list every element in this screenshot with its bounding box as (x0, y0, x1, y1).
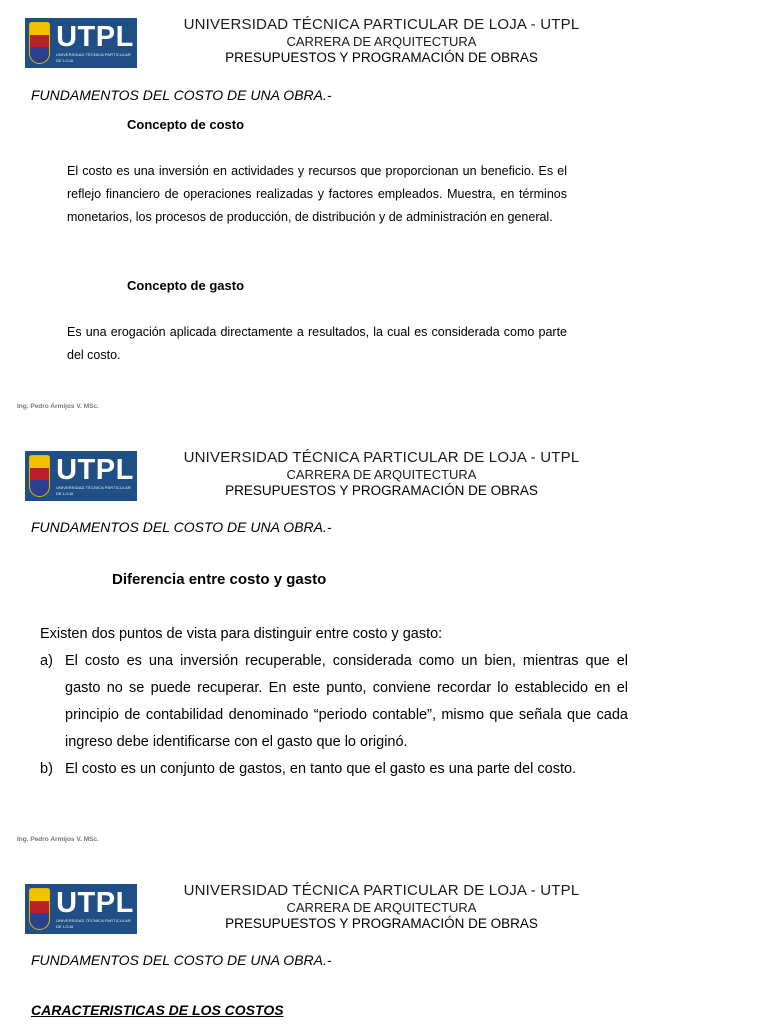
logo-subtext: UNIVERSIDAD TÉCNICA PARTICULAR DE LOJA (56, 485, 131, 496)
university-name: UNIVERSIDAD TÉCNICA PARTICULAR DE LOJA - UTPL (183, 16, 580, 33)
university-name: UNIVERSIDAD TÉCNICA PARTICULAR DE LOJA - UTPL (183, 449, 580, 466)
logo-wordmark: UTPL (56, 454, 134, 486)
difference-intro: Existen dos puntos de vista para distinguir entre costo y gasto: (40, 626, 443, 642)
logo-wordmark: UTPL (56, 887, 134, 919)
page-header (160, 882, 603, 933)
course-name: PRESUPUESTOS Y PROGRAMACIÓN DE OBRAS (225, 916, 538, 931)
list-item-text: El costo es una inversión recuperable, considerada como un bien, mientras que el gasto no se puede recuperar. En este punto, conviene recordar lo establecido en el principio de contabilidad denominado “periodo contable”, mismo que señala que cada ingreso debe identificarse con el gasto que lo originó. (65, 653, 628, 750)
logo-subtext: UNIVERSIDAD TÉCNICA PARTICULAR DE LOJA (56, 918, 131, 929)
heading-cost-characteristics: CARACTERISTICAS DE LOS COSTOS (31, 1002, 284, 1018)
career-name: CARRERA DE ARQUITECTURA (286, 900, 477, 915)
heading-expense-concept: Concepto de gasto (127, 278, 245, 293)
list-marker: b) (40, 761, 53, 777)
list-marker: a) (40, 653, 53, 669)
heading-cost-concept: Concepto de costo (127, 117, 245, 132)
logo-subtext: UNIVERSIDAD TÉCNICA PARTICULAR DE LOJA (56, 52, 131, 63)
utpl-logo (25, 884, 137, 934)
course-name: PRESUPUESTOS Y PROGRAMACIÓN DE OBRAS (225, 483, 538, 498)
paragraph-expense: Es una erogación aplicada directamente a resultados, la cual es considerada como parte del costo. (67, 325, 567, 362)
section-title: FUNDAMENTOS DEL COSTO DE UNA OBRA.- (31, 519, 332, 535)
logo-wordmark: UTPL (56, 21, 134, 53)
section-title: FUNDAMENTOS DEL COSTO DE UNA OBRA.- (31, 952, 332, 968)
university-name: UNIVERSIDAD TÉCNICA PARTICULAR DE LOJA - UTPL (183, 882, 580, 899)
course-name: PRESUPUESTOS Y PROGRAMACIÓN DE OBRAS (225, 50, 538, 65)
paragraph-cost: El costo es una inversión en actividades y recursos que proporcionan un beneficio. Es el reflejo financiero de operaciones realizadas y factores empleados. Muestra, en términos monetarios, los procesos de producción, de distribución y de administración en general. (67, 164, 567, 224)
career-name: CARRERA DE ARQUITECTURA (286, 467, 477, 482)
list-item-text: El costo es un conjunto de gastos, en tanto que el gasto es una parte del costo. (65, 761, 577, 777)
utpl-crest-icon (29, 888, 50, 930)
heading-difference: Diferencia entre costo y gasto (112, 571, 327, 588)
author-footer: Ing. Pedro Armijos V. MSc. (17, 836, 99, 843)
career-name: CARRERA DE ARQUITECTURA (286, 34, 477, 49)
section-title: FUNDAMENTOS DEL COSTO DE UNA OBRA.- (31, 87, 332, 103)
author-footer: Ing. Pedro Armijos V. MSc. (17, 403, 99, 410)
